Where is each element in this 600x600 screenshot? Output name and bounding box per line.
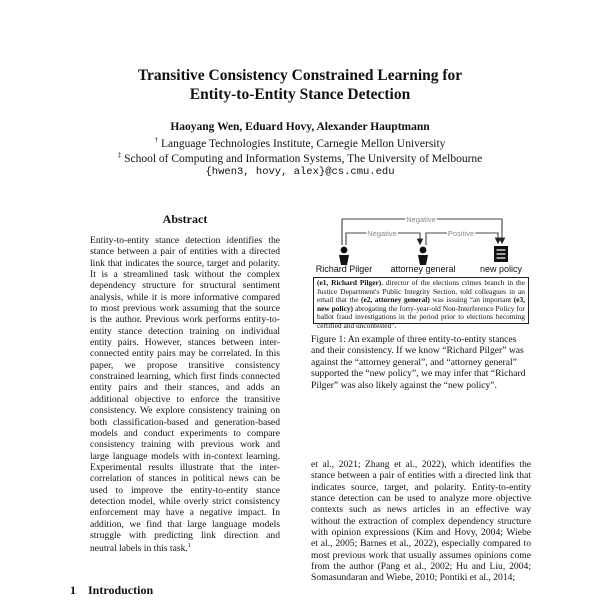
figure-caption: Figure 1: An example of three entity-to-entity stances and their consistency. If we know “Richard Pilger” was against the “attorney general”, and “attorney general” supported the “new policy”, we may infer that “Richard Pilger” was also likely against the “new policy”. — [311, 334, 526, 391]
example-entity-e1: (e1, Richard Pilger) — [317, 278, 382, 287]
intro-paragraph: et al., 2021; Zhang et al., 2022), which identifies the stance between a pair of entities with a directed link that indicates source, target, and polarity. Entity-to-entity stance detection can be used to analyze more objective contexts such as news articles in an effective way without the extraction of complex dependency structure with opinion expressions (Kim and Hovy, 2004; Wiebe et al., 2005; Barnes et al., 2022), especially compared to most previous work that usually assumes opinions come from the author (Pang et al., 2002; Hu and Liu, 2004; Somasundaran and Wiebe, 2010; Pontiki et al., 2014; — [311, 459, 531, 584]
example-entity-e2: (e2, attorney general) — [361, 295, 430, 305]
paper-title-line-1: Transitive Consistency Constrained Learning for — [137, 67, 463, 84]
section-title: Introduction — [88, 583, 154, 597]
edge-label-right: Positive — [447, 229, 475, 238]
example-text-part-2: was issuing “an important — [429, 295, 514, 305]
affiliation-2-text: School of Computing and Information Systems, The University of Melbourne — [124, 152, 483, 165]
affiliation-1-text: Language Technologies Institute, Carnegie Mellon University — [160, 137, 446, 150]
entity-label-target: new policy — [479, 264, 523, 274]
abstract-text: Entity-to-entity stance detection identifies the stance between a pair of entities with a directed link that indicates the source, target and polarity. It is a streamlined task without the complex dependency structure for structural sentiment analysis, while it is more informative compared to most previous work assuming that the source is the author. Previous work performs entity-to-entity stance detection training on individual entity pairs. However, stances between inter-connected entity pairs may be correlated. In this paper, we propose transitive consistency constrained learning, which first finds connected entity pairs and their stances, and adds an additional objective to enforce the transitive consistency. We explore consistency training on both classification-based and generation-based models and conduct experiments to compare consistency training with previous work and large language models with in-context learning. Experimental results illustrate that the inter-correlation of stances in political news can be used to improve the entity-to-entity stance detection model, while overly strict consistency enforcement may have a negative impact. In addition, we find that large language models struggle with predicting link direction and neutral labels in this task. — [90, 235, 280, 555]
affiliation-2 — [0, 151, 600, 165]
affiliation-1 — [0, 136, 600, 150]
footnote-mark: 1 — [187, 543, 191, 550]
person-icon — [418, 247, 428, 265]
entity-label-middle: attorney general — [390, 264, 456, 274]
edge-label-left: Negative — [367, 229, 397, 238]
section-heading — [70, 583, 153, 598]
document-icon — [494, 246, 508, 262]
abstract-body — [90, 235, 280, 555]
affiliation-1-mark: † — [154, 136, 159, 144]
affiliation-2-mark: ‡ — [117, 151, 122, 159]
author-email: {hwen3, hovy, alex}@cs.cmu.edu — [205, 166, 395, 178]
example-entity-e3: (e3, new policy) — [317, 295, 526, 313]
entity-label-source: Richard Pilger — [315, 264, 373, 274]
section-number: 1 — [70, 583, 76, 597]
abstract-heading: Abstract — [162, 212, 208, 226]
example-text-part-1: , director of the elections crimes branch in the Justice Department's Public Integrity Section, told colleagues in an email that the — [317, 278, 525, 305]
paper-title-line-2: Entity-to-Entity Stance Detection — [189, 86, 411, 103]
author-list: Haoyang Wen, Eduard Hovy, Alexander Hauptmann — [170, 121, 430, 133]
person-icon — [339, 247, 349, 265]
edge-label-top: Negative — [406, 215, 436, 224]
example-text-part-3: abrogating the forty-year-old Non-Interference Policy for ballot fraud investigations in the period prior to elections becoming certified and uncontested”. — [317, 303, 525, 330]
figure-example-text — [313, 277, 529, 330]
